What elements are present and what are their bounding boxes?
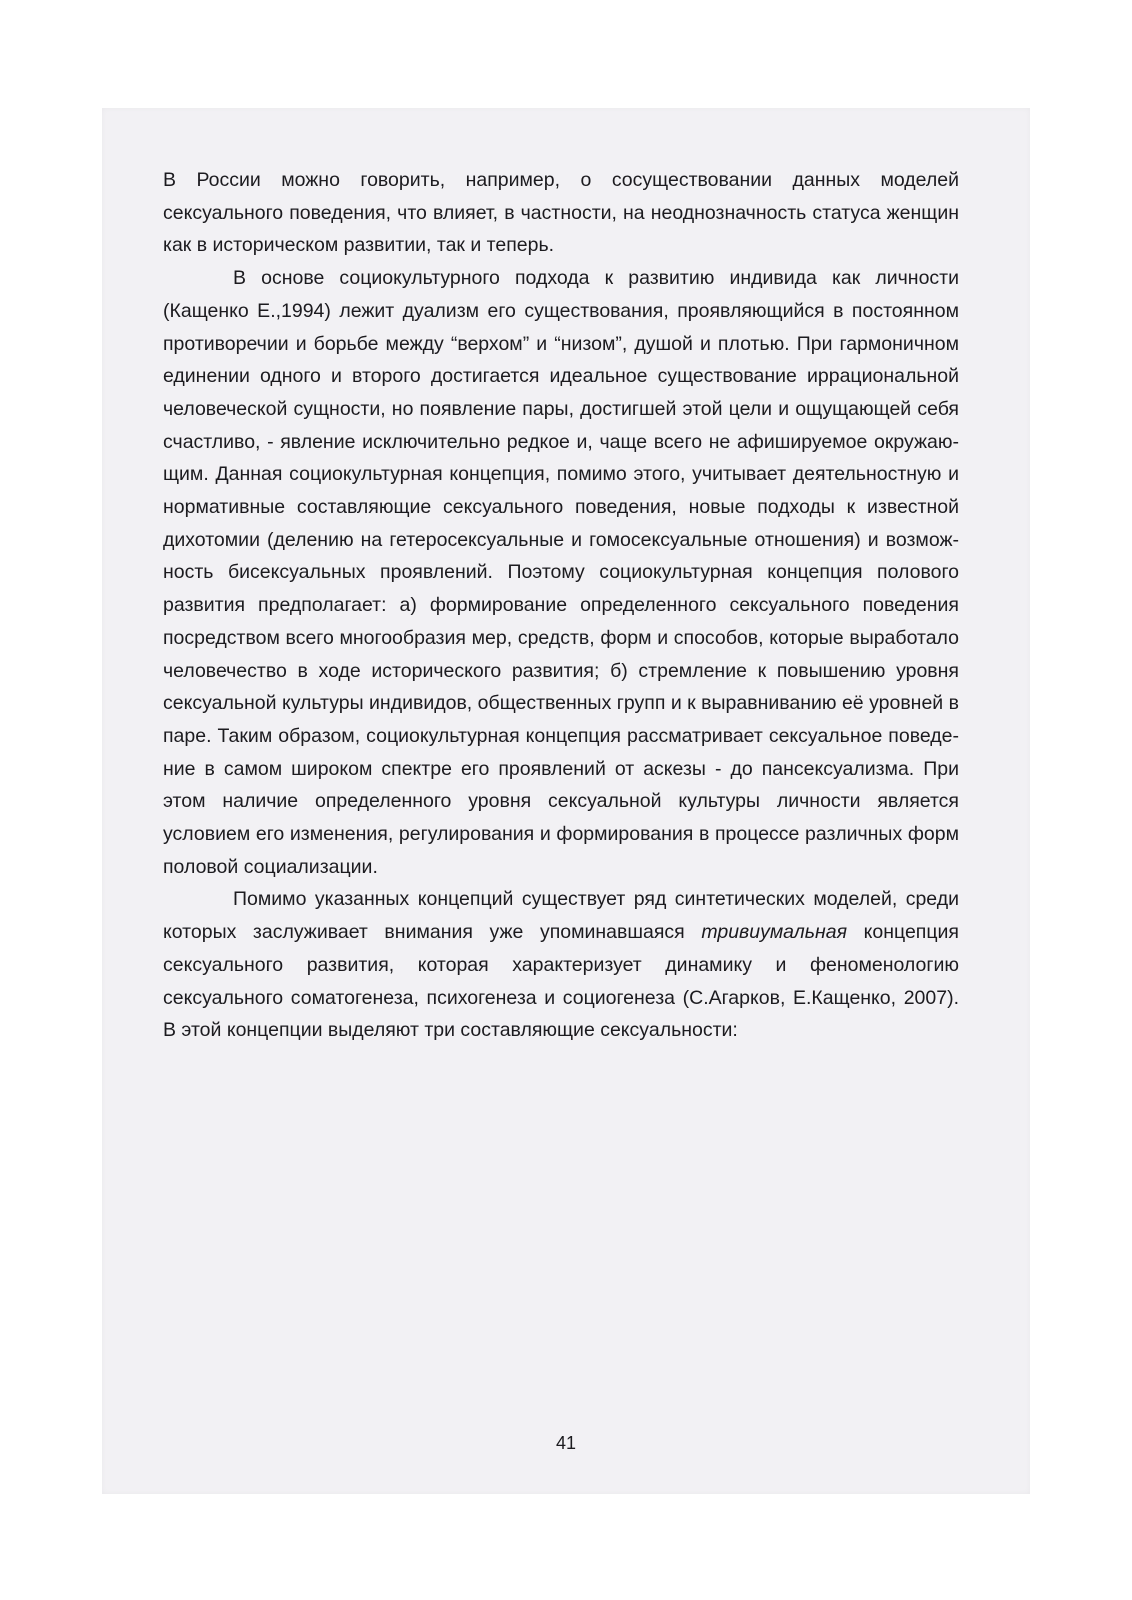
paragraph-2: В основе социокультурного подхода к развитию индивида как личности (Кащенко Е.,1994) лежит дуализм его существования, проявляющийся в постоянном противоречии и борьбе между “верхом” и “низом”, душой и плотью. При гармоничном единении одного и второго достигается идеальное существование иррациональной человеческой сущности, но появление пары, достигшей этой цели и ощущающей себя счастливо, - явление исключительно редкое и, чаще всего не афишируемое окружающим. Данная социокультурная концепция, помимо этого, учитывает деятельностную и нормативные составляющие сексуального поведения, новые подходы к известной дихотомии (делению на гетеросексуальные и гомосексуальные отношения) и возможность бисексуальных проявлений. Поэтому социокультурная концепция полового развития предполагает: а) формирование определенного сексуального поведения посредством всего многообразия мер, средств, форм и способов, которые выработало человечество в ходе исторического развития; б) стремление к повышению уровня сексуальной культуры индивидов, общественных групп и к выравниванию её уровней в паре. Таким образом, социокультурная концепция рассматривает сексуальное поведение в самом широком спектре его проявлений от аскезы - до пансексуализма. При этом наличие определенного уровня сексуальной культуры личности является условием его изменения, регулирования и формирования в процессе различных форм половой социализации.	[163, 267, 959, 878]
book-page	[102, 108, 1030, 1494]
paragraph-3	[163, 883, 959, 1047]
body-text	[163, 164, 959, 1047]
paragraph-3-end: концепция сексуального развития, которая характеризует динамику и феноменологию сексуального соматогенеза, психогенеза и социогенеза (С.Агарков, Е.Кащенко, 2007). В этой концепции выделяют три составляющие сексуальности:	[163, 921, 959, 1042]
paragraph-1: В России можно говорить, например, о сосуществовании данных моделей сексуального поведения, что влияет, в частности, на неоднозначность статуса женщин как в историческом развитии, так и теперь.	[163, 169, 959, 257]
paragraph-3-italic-term: тривиумальная	[701, 921, 848, 944]
paragraph-3-start: Помимо указанных концепций существует ряд синтетических моделей, среди которых заслуживает внимания уже упоминавшаяся	[163, 888, 959, 944]
page-number: 41	[555, 1433, 577, 1453]
